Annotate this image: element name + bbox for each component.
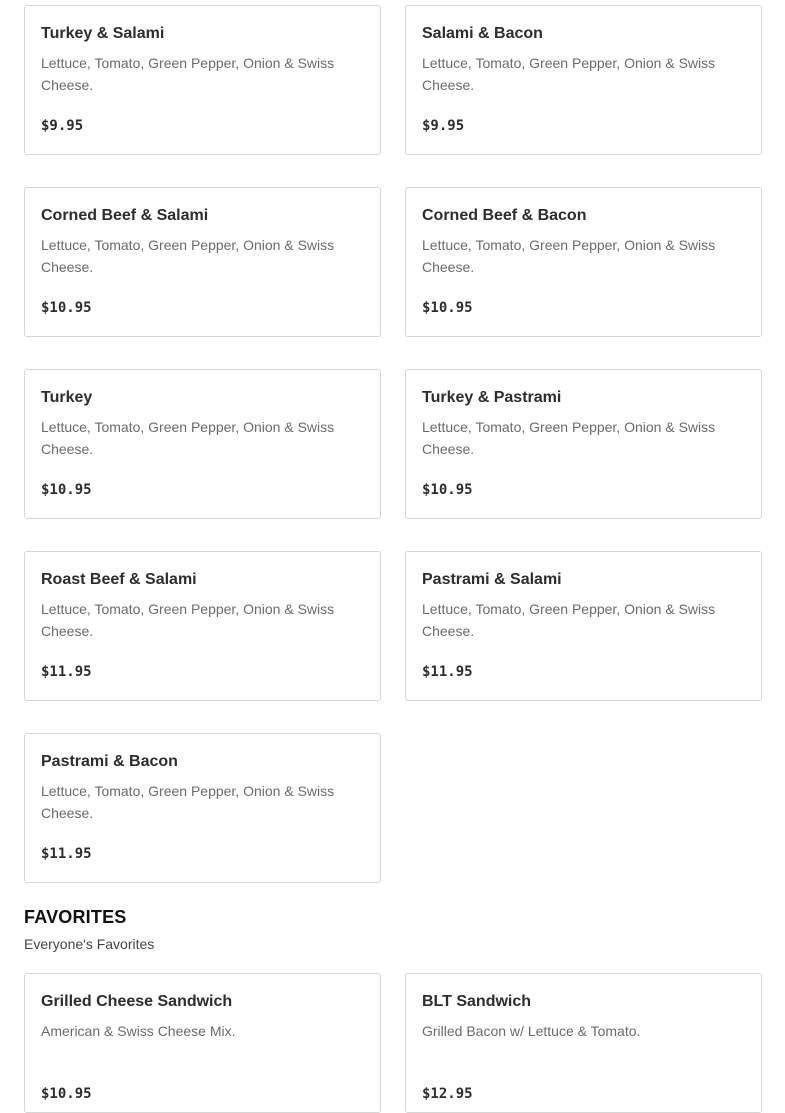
menu-item-card[interactable] — [24, 733, 381, 883]
item-description: Lettuce, Tomato, Green Pepper, Onion & Swiss Cheese. — [422, 419, 716, 457]
item-description: Lettuce, Tomato, Green Pepper, Onion & Swiss Cheese. — [422, 237, 716, 275]
item-price: $11.95 — [41, 664, 92, 680]
item-description: Lettuce, Tomato, Green Pepper, Onion & Swiss Cheese. — [422, 55, 716, 93]
menu-item-card[interactable] — [24, 551, 381, 701]
item-price: $12.95 — [422, 1086, 473, 1102]
item-description: American & Swiss Cheese Mix. — [41, 1023, 236, 1039]
menu-item-card[interactable] — [405, 369, 762, 519]
item-price: $10.95 — [422, 482, 473, 498]
menu-item-card[interactable] — [24, 369, 381, 519]
item-description: Lettuce, Tomato, Green Pepper, Onion & Swiss Cheese. — [41, 237, 335, 275]
item-name: Corned Beef & Salami — [41, 207, 209, 224]
item-price: $11.95 — [41, 846, 92, 862]
item-name: Corned Beef & Bacon — [422, 207, 587, 224]
item-description: Lettuce, Tomato, Green Pepper, Onion & Swiss Cheese. — [41, 55, 335, 93]
item-description: Lettuce, Tomato, Green Pepper, Onion & Swiss Cheese. — [41, 601, 335, 639]
menu-item-card[interactable] — [405, 5, 762, 155]
item-name: Salami & Bacon — [422, 25, 543, 42]
item-price: $9.95 — [41, 118, 84, 134]
item-name: Roast Beef & Salami — [41, 571, 197, 588]
item-description: Lettuce, Tomato, Green Pepper, Onion & Swiss Cheese. — [422, 601, 716, 639]
item-description: Grilled Bacon w/ Lettuce & Tomato. — [422, 1023, 641, 1039]
menu-item-card[interactable] — [405, 973, 762, 1113]
menu-item-card[interactable] — [24, 5, 381, 155]
item-price: $10.95 — [41, 300, 92, 316]
item-name: Turkey — [41, 389, 93, 406]
item-description: Lettuce, Tomato, Green Pepper, Onion & Swiss Cheese. — [41, 783, 335, 821]
item-name: BLT Sandwich — [422, 993, 532, 1010]
item-description: Lettuce, Tomato, Green Pepper, Onion & Swiss Cheese. — [41, 419, 335, 457]
item-price: $10.95 — [41, 482, 92, 498]
menu-item-card[interactable] — [24, 187, 381, 337]
item-price: $10.95 — [41, 1086, 92, 1102]
item-price: $10.95 — [422, 300, 473, 316]
item-name: Grilled Cheese Sandwich — [41, 993, 233, 1010]
item-name: Pastrami & Bacon — [41, 753, 178, 770]
section-subtitle: Everyone's Favorites — [24, 936, 155, 952]
menu-item-card[interactable] — [405, 551, 762, 701]
menu-item-card[interactable] — [405, 187, 762, 337]
menu-item-card[interactable] — [24, 973, 381, 1113]
item-name: Turkey & Salami — [41, 25, 165, 42]
item-name: Pastrami & Salami — [422, 571, 562, 588]
item-name: Turkey & Pastrami — [422, 389, 562, 406]
section-title: FAVORITES — [24, 907, 127, 927]
item-price: $9.95 — [422, 118, 465, 134]
item-price: $11.95 — [422, 664, 473, 680]
